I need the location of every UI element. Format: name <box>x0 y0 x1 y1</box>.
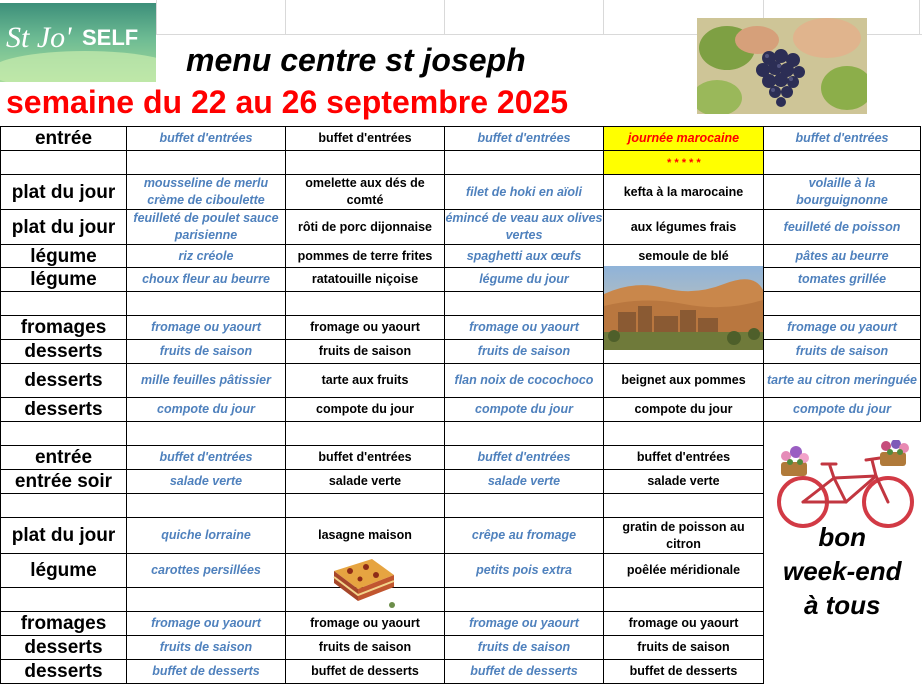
menu-cell <box>764 292 921 316</box>
grapes-photo <box>697 18 867 114</box>
menu-cell <box>445 151 604 175</box>
menu-cell: fruits de saison <box>127 636 286 660</box>
menu-table <box>0 126 921 684</box>
menu-cell: fromage ou yaourt <box>445 612 604 636</box>
menu-cell: poêlée méridionale <box>604 554 764 588</box>
menu-cell <box>445 588 604 612</box>
menu-cell <box>604 588 764 612</box>
menu-cell: carottes persillées <box>127 554 286 588</box>
menu-cell: tarte au citron meringuée <box>764 364 921 398</box>
menu-row <box>1 292 921 316</box>
menu-cell: mille feuilles pâtissier <box>127 364 286 398</box>
menu-cell: salade verte <box>286 470 445 494</box>
menu-cell: buffet de desserts <box>286 660 445 684</box>
menu-cell <box>127 494 286 518</box>
menu-cell: quiche lorraine <box>127 518 286 554</box>
menu-cell: beignet aux pommes <box>604 364 764 398</box>
weekend-message <box>764 520 921 622</box>
menu-cell: spaghetti aux œufs <box>445 245 604 268</box>
menu-cell: buffet d'entrées <box>604 446 764 470</box>
row-label: légume <box>1 554 127 588</box>
menu-cell: tarte aux fruits <box>286 364 445 398</box>
menu-cell: fromage ou yaourt <box>764 316 921 340</box>
stars-cell <box>604 151 764 175</box>
menu-cell: fromage ou yaourt <box>127 612 286 636</box>
menu-cell: fruits de saison <box>286 636 445 660</box>
menu-cell: gratin de poisson au citron <box>604 518 764 554</box>
menu-cell <box>764 151 921 175</box>
menu-cell: fruits de saison <box>127 340 286 364</box>
row-label: légume <box>1 245 127 268</box>
menu-cell: rôti de porc dijonnaise <box>286 210 445 245</box>
menu-cell <box>127 588 286 612</box>
menu-cell: buffet d'entrées <box>127 446 286 470</box>
menu-cell: fromage ou yaourt <box>286 316 445 340</box>
row-label <box>1 151 127 175</box>
menu-cell <box>604 494 764 518</box>
menu-cell: buffet d'entrées <box>764 127 921 151</box>
weekend-line-1: bon <box>818 522 867 552</box>
menu-row <box>1 245 921 268</box>
menu-cell <box>127 422 286 446</box>
menu-cell <box>286 494 445 518</box>
menu-cell <box>445 292 604 316</box>
logo-text-self: SELF <box>82 25 139 50</box>
menu-cell: salade verte <box>604 470 764 494</box>
menu-cell: flan noix de cocochoco <box>445 364 604 398</box>
menu-cell: fruits de saison <box>286 340 445 364</box>
row-label: desserts <box>1 364 127 398</box>
menu-cell: fruits de saison <box>604 636 764 660</box>
menu-cell: compote du jour <box>286 398 445 422</box>
row-label: entrée <box>1 127 127 151</box>
row-label: entrée soir <box>1 470 127 494</box>
row-label: desserts <box>1 636 127 660</box>
menu-cell: fromage ou yaourt <box>604 612 764 636</box>
menu-row <box>1 398 921 422</box>
menu-row <box>1 127 921 151</box>
menu-row <box>1 340 921 364</box>
week-title: semaine du 22 au 26 septembre 2025 <box>6 84 569 120</box>
menu-cell: fromage ou yaourt <box>127 316 286 340</box>
menu-cell <box>445 422 604 446</box>
menu-cell: ratatouille niçoise <box>286 268 445 292</box>
menu-cell <box>445 494 604 518</box>
menu-cell: fruits de saison <box>764 340 921 364</box>
menu-cell: salade verte <box>127 470 286 494</box>
menu-cell: fruits de saison <box>445 636 604 660</box>
menu-cell: buffet de desserts <box>127 660 286 684</box>
menu-row <box>1 316 921 340</box>
menu-cell: buffet de desserts <box>445 660 604 684</box>
menu-cell: buffet d'entrées <box>445 127 604 151</box>
menu-cell: compote du jour <box>604 398 764 422</box>
weekend-line-3: à tous <box>803 590 881 620</box>
menu-cell: fromage ou yaourt <box>286 612 445 636</box>
row-label: plat du jour <box>1 518 127 554</box>
menu-cell: crêpe au fromage <box>445 518 604 554</box>
row-label: plat du jour <box>1 210 127 245</box>
menu-cell: pâtes au beurre <box>764 245 921 268</box>
row-label: desserts <box>1 340 127 364</box>
menu-cell: compote du jour <box>445 398 604 422</box>
menu-row <box>1 268 921 292</box>
menu-cell: salade verte <box>445 470 604 494</box>
menu-cell: légume du jour <box>445 268 604 292</box>
menu-cell: pommes de terre frites <box>286 245 445 268</box>
menu-cell: omelette aux dés de comté <box>286 175 445 210</box>
menu-cell: compote du jour <box>127 398 286 422</box>
menu-cell: kefta à la marocaine <box>604 175 764 210</box>
st-joseph-self-logo <box>0 3 156 82</box>
row-label: légume <box>1 268 127 292</box>
menu-cell: aux légumes frais <box>604 210 764 245</box>
menu-cell: compote du jour <box>764 398 921 422</box>
menu-cell: semoule de blé <box>604 245 764 268</box>
row-label: fromages <box>1 612 127 636</box>
weekend-line-2: week-end <box>783 556 902 586</box>
menu-cell: buffet d'entrées <box>286 127 445 151</box>
row-label: fromages <box>1 316 127 340</box>
menu-cell <box>127 151 286 175</box>
row-label: plat du jour <box>1 175 127 210</box>
menu-cell: petits pois extra <box>445 554 604 588</box>
menu-cell: volaille à la bourguignonne <box>764 175 921 210</box>
row-label: entrée <box>1 446 127 470</box>
menu-row <box>1 364 921 398</box>
row-label: desserts <box>1 660 127 684</box>
menu-cell: tomates grillée <box>764 268 921 292</box>
menu-cell: buffet d'entrées <box>127 127 286 151</box>
menu-row <box>1 175 921 210</box>
menu-cell <box>286 151 445 175</box>
menu-cell: feuilleté de poisson <box>764 210 921 245</box>
menu-cell: buffet de desserts <box>604 660 764 684</box>
moroccan-day-cell: journée marocaine <box>604 127 764 151</box>
menu-cell <box>604 422 764 446</box>
menu-cell <box>127 292 286 316</box>
logo-text-st-jo: St Jo' <box>6 21 72 54</box>
menu-cell: filet de hoki en aïoli <box>445 175 604 210</box>
menu-row <box>1 151 921 175</box>
row-label <box>1 588 127 612</box>
menu-cell: fruits de saison <box>445 340 604 364</box>
menu-cell: fromage ou yaourt <box>445 316 604 340</box>
row-label <box>1 422 127 446</box>
menu-cell: lasagne maison <box>286 518 445 554</box>
stars-text: * * * * * <box>666 156 701 169</box>
moroccan-desert-photo <box>604 266 763 350</box>
menu-cell <box>286 292 445 316</box>
menu-cell: feuilleté de poulet sauce parisienne <box>127 210 286 245</box>
menu-cell: buffet d'entrées <box>286 446 445 470</box>
menu-cell: choux fleur au beurre <box>127 268 286 292</box>
menu-cell: riz créole <box>127 245 286 268</box>
menu-cell: émincé de veau aux olives vertes <box>445 210 604 245</box>
row-label <box>1 494 127 518</box>
page-title: menu centre st joseph <box>186 42 526 78</box>
bicycle-flowers-illustration <box>776 440 916 534</box>
menu-cell: mousseline de merlu crème de ciboulette <box>127 175 286 210</box>
lasagna-photo <box>328 549 400 611</box>
row-label: desserts <box>1 398 127 422</box>
menu-cell: buffet d'entrées <box>445 446 604 470</box>
row-label <box>1 292 127 316</box>
menu-cell <box>286 422 445 446</box>
menu-row <box>1 210 921 245</box>
